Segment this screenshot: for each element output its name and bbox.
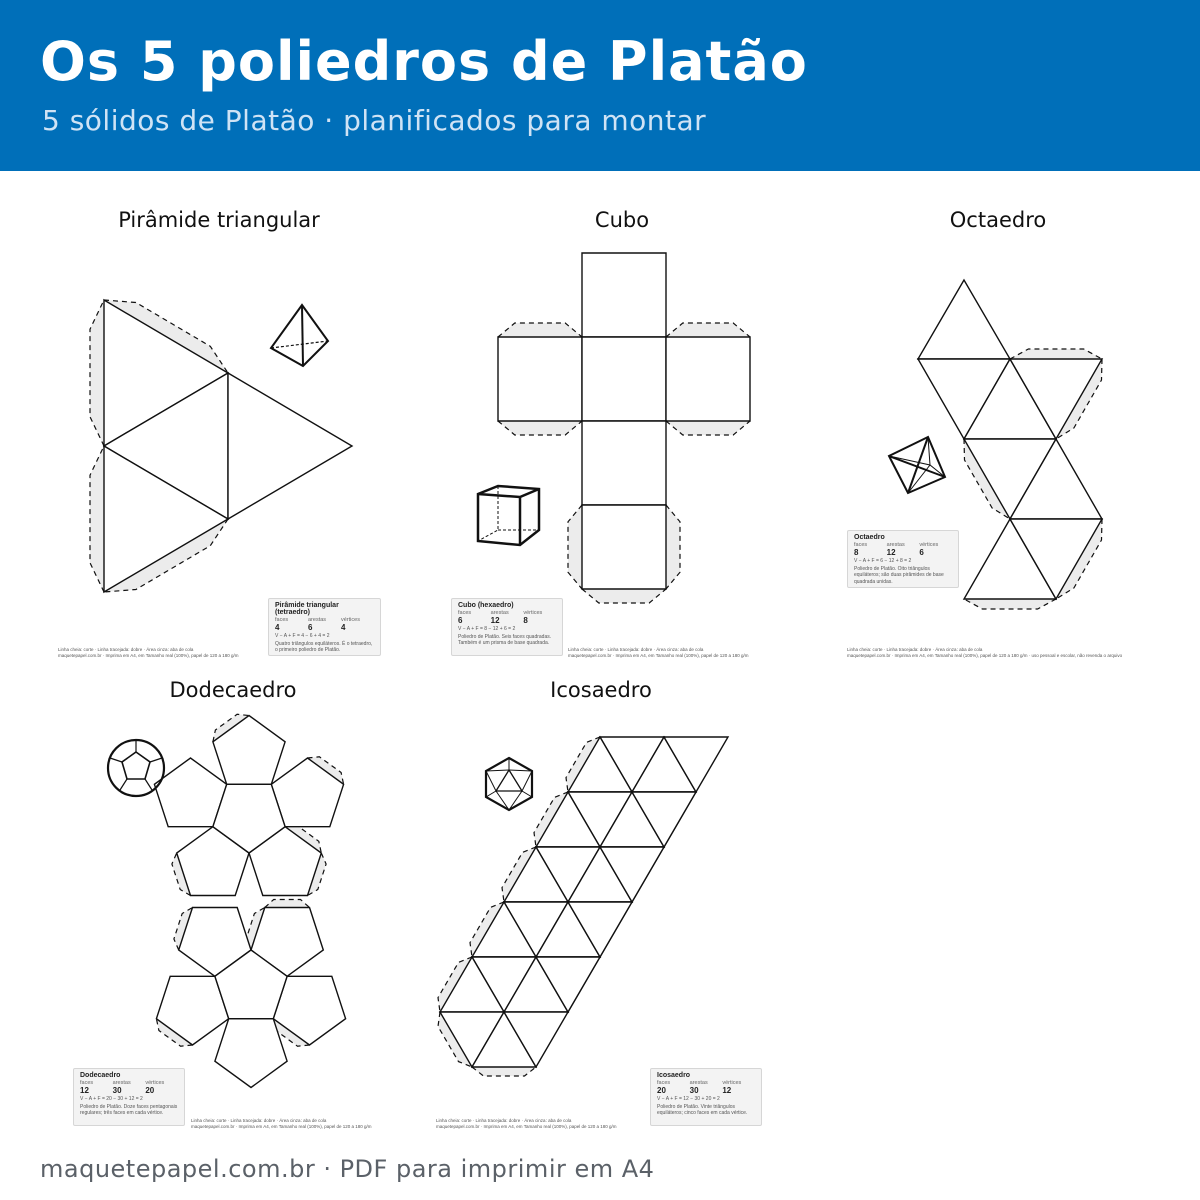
cube-net <box>498 253 750 603</box>
vertices-label: vértices <box>523 610 543 616</box>
card-description: Poliedro de Platão. Doze faces pentagonais regulares; três faces em cada vértice. <box>80 1104 178 1117</box>
glue-tab <box>666 421 750 435</box>
glue-tab <box>498 421 582 435</box>
octa-info-card <box>847 530 959 588</box>
octa-thumbnail <box>889 437 945 493</box>
card-title: Pirâmide triangular (tetraedro) <box>275 602 339 616</box>
card-description: Quatro triângulos equiláteros. É o tetraedro, o primeiro poliedro de Platão. <box>275 641 373 654</box>
vertices-value: 4 <box>341 623 346 632</box>
card-title: Octaedro <box>854 534 885 541</box>
vertices-value: 12 <box>722 1086 732 1095</box>
card-title: Icosaedro <box>657 1072 691 1079</box>
dodeca-thumbnail <box>108 740 164 796</box>
cube-fine-print: Linha cheia: corte · Linha tracejada: dobre · Área cinza: aba de cola maquetepapel.com.br · Imprima em A4, em Tamanho real (100%), papel de 120 a 180 g/m <box>568 647 749 658</box>
glue-tab <box>666 323 750 337</box>
edges-label: arestas <box>886 542 905 548</box>
footer-text: maquetepapel.com.br · PDF para imprimir em A4 <box>40 1155 655 1183</box>
faces-label: faces <box>657 1080 671 1086</box>
vertices-value: 8 <box>523 616 528 625</box>
tetra-net <box>90 300 352 592</box>
glue-tab <box>90 300 104 446</box>
icosa-net <box>438 737 728 1076</box>
edges-label: arestas <box>308 617 327 623</box>
vertices-label: vértices <box>919 542 939 548</box>
icosa-thumbnail <box>486 758 532 810</box>
vertices-label: vértices <box>341 617 360 623</box>
edges-label: arestas <box>689 1080 708 1086</box>
icosa-fine-print: Linha cheia: corte · Linha tracejada: dobre · Área cinza: aba de cola maquetepapel.com.br · Imprima em A4, em Tamanho real (100%), papel de 120 a 180 g/m <box>436 1118 617 1129</box>
faces-label: faces <box>854 542 868 548</box>
vertices-label: vértices <box>722 1080 742 1086</box>
tetra-thumbnail <box>271 305 328 366</box>
square-face <box>582 421 666 505</box>
faces-value: 20 <box>657 1086 666 1095</box>
cube-thumbnail <box>478 486 539 545</box>
glue-tab <box>666 505 680 589</box>
card-title: Cubo (hexaedro) <box>458 602 514 609</box>
cube-info-card <box>451 598 563 656</box>
faces-label: faces <box>80 1080 94 1086</box>
glue-tab <box>1010 349 1102 359</box>
edges-value: 12 <box>886 548 896 557</box>
card-description: Poliedro de Platão. Seis faces quadradas. Também é um prisma de base quadrada. <box>458 634 552 647</box>
faces-label: faces <box>458 610 472 616</box>
square-face <box>666 337 750 421</box>
glue-tab <box>90 446 104 592</box>
dodeca-fine-print: Linha cheia: corte · Linha tracejada: dobre · Área cinza: aba de cola maquetepapel.com.br · Imprima em A4, em Tamanho real (100%), papel de 120 a 180 g/m <box>191 1118 372 1129</box>
square-face <box>582 253 666 337</box>
glue-tab <box>498 323 582 337</box>
faces-value: 6 <box>458 616 463 625</box>
icosa-title: Icosaedro <box>550 678 652 702</box>
octa-title: Octaedro <box>949 208 1047 232</box>
dodeca-title: Dodecaedro <box>169 678 297 702</box>
dodeca-net <box>154 714 345 1087</box>
card-description: Poliedro de Platão. Oito triângulos equiláteros; são duas pirâmides de base quadrada unidas. <box>854 566 944 585</box>
edges-label: arestas <box>490 610 509 616</box>
vertices-value: 6 <box>919 548 924 557</box>
page-subtitle: 5 sólidos de Platão · planificados para montar <box>42 104 707 137</box>
dodeca-info-card <box>73 1068 185 1126</box>
square-face <box>582 337 666 421</box>
icosa-info-card <box>650 1068 762 1126</box>
tetra-fine-print: Linha cheia: corte · Linha tracejada: dobre · Área cinza: aba de cola maquetepapel.com.br · Imprima em A4, em Tamanho real (100%), papel de 120 a 180 g/m <box>58 647 239 658</box>
euler-formula: V − A + F = 8 − 12 + 6 = 2 <box>458 626 516 632</box>
faces-value: 4 <box>275 623 280 632</box>
edges-value: 30 <box>112 1086 122 1095</box>
euler-formula: V − A + F = 4 − 6 + 4 = 2 <box>275 633 330 639</box>
triangle-face <box>228 373 352 519</box>
euler-formula: V − A + F = 12 − 30 + 20 = 2 <box>657 1096 720 1102</box>
vertices-value: 20 <box>145 1086 155 1095</box>
card-description: Poliedro de Platão. Vinte triângulos equiláteros; cinco faces em cada vértice. <box>657 1104 748 1117</box>
square-face <box>498 337 582 421</box>
octa-fine-print: Linha cheia: corte · Linha tracejada: dobre · Área cinza: aba de cola maquetepapel.com.br · Imprima em A4, em Tamanho real (100%), papel de 120 a 180 g/m · uso pessoal e escolar, não revenda o arquivo <box>847 647 1123 658</box>
euler-formula: V − A + F = 20 − 30 + 12 = 2 <box>80 1096 143 1102</box>
tetra-info-card <box>268 598 381 656</box>
glue-tab <box>582 589 666 603</box>
faces-value: 12 <box>80 1086 89 1095</box>
edges-value: 6 <box>308 623 313 632</box>
faces-value: 8 <box>854 548 859 557</box>
faces-label: faces <box>275 617 289 623</box>
glue-tab <box>568 505 582 589</box>
triangle-face <box>918 280 1010 359</box>
edges-label: arestas <box>112 1080 131 1086</box>
edges-value: 30 <box>689 1086 699 1095</box>
card-title: Dodecaedro <box>80 1072 121 1079</box>
cube-title: Cubo <box>594 208 650 232</box>
tetra-title: Pirâmide triangular <box>118 208 320 232</box>
euler-formula: V − A + F = 6 − 12 + 8 = 2 <box>854 558 912 564</box>
square-face <box>582 505 666 589</box>
glue-tab <box>964 599 1056 609</box>
vertices-label: vértices <box>145 1080 165 1086</box>
page-title: Os 5 poliedros de Platão <box>40 30 808 93</box>
pentagon-face <box>215 1019 287 1088</box>
edges-value: 12 <box>490 616 500 625</box>
